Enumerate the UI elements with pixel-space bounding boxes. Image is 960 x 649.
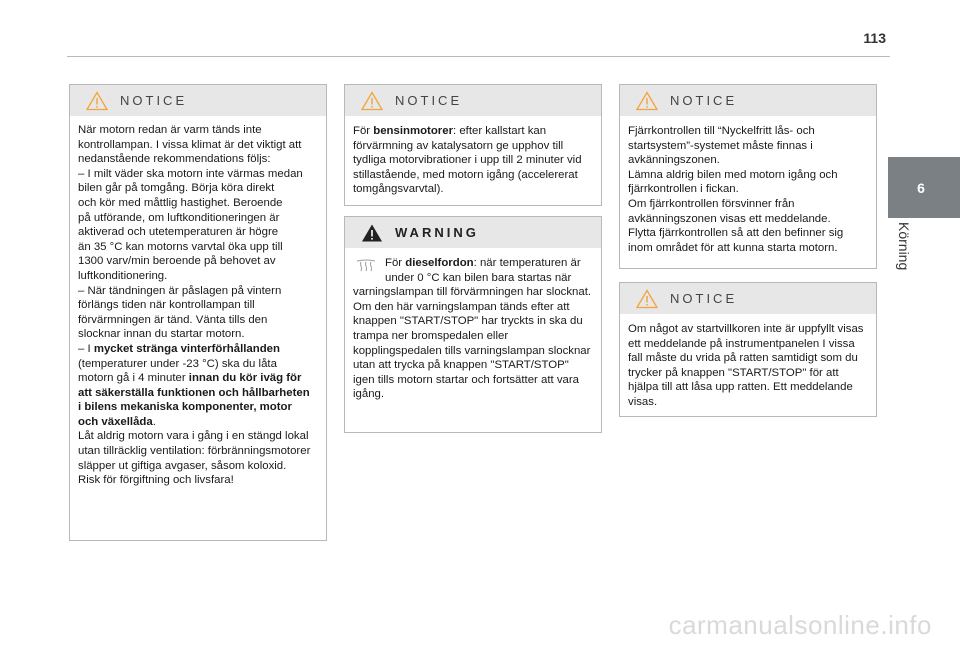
chapter-title: Körning <box>896 222 912 271</box>
notice-line: utan tillräcklig ventilation: förbränningsmotorer <box>78 445 311 458</box>
header-divider <box>67 56 890 57</box>
notice-line: förlängs tiden när kontrollampan till <box>78 299 255 312</box>
warning-triangle-icon <box>86 91 108 111</box>
warning-header <box>345 217 601 248</box>
notice-box-warm-engine <box>69 84 327 541</box>
warning-text: För <box>385 257 406 269</box>
notice-paragraph <box>353 124 593 197</box>
notice-paragraph: Om något av startvillkoren inte är uppfyllt visas ett meddelande på instrumentpanelen I vissa fall måste du vrida på ratten samtidigt som du trycker på knappen "START/STOP" för att hjälpa till att låsa upp ratten. Ett meddelande visas. <box>628 323 864 408</box>
notice-line: slocknar innan du startar motorn. <box>78 328 245 341</box>
notice-header <box>620 283 876 314</box>
notice-text: – I <box>78 342 94 355</box>
chapter-number: 6 <box>917 179 925 196</box>
warning-triangle-icon <box>636 289 658 309</box>
notice-line: 1300 varv/min beroende på behovet av <box>78 255 276 268</box>
notice-line: på utförande, om luftkonditioneringen är <box>78 211 280 224</box>
notice-line: och kör med måttlig hastighet. Beroende <box>78 196 283 209</box>
glow-plug-icon <box>355 259 377 273</box>
notice-line: luftkonditionering. <box>78 269 168 282</box>
notice-paragraph: Lämna aldrig bilen med motorn igång och fjärrkontrollen i fickan. <box>628 168 838 196</box>
notice-title: NOTICE <box>670 291 738 306</box>
warning-paragraph: Om den här varningslampan tänds efter att knappen "START/STOP" har tryckts in ska du trampa ner bromspedalen eller kopplingspedalen tills varningslampan slocknar utan att trycka på knappen "START/STOP" igen tills motorn startar och fortsätter att vara igång. <box>353 300 591 401</box>
warning-box-diesel <box>344 216 602 433</box>
warning-title: WARNING <box>395 225 479 240</box>
notice-title: NOTICE <box>120 93 188 108</box>
notice-paragraph: Fjärrkontrollen till “Nyckelfritt lås- och startsystem”-systemet måste finnas i avkänningszonen. <box>628 125 815 167</box>
warning-triangle-icon <box>361 223 383 243</box>
warning-text: : när temperaturen är under 0 °C kan bilen bara startas när varningslampan till förvärmningen har slocknat. <box>353 257 592 299</box>
notice-paragraph: Om fjärrkontrollen försvinner från avkänningszonen visas ett meddelande. <box>628 197 831 225</box>
warning-bold: dieselfordon <box>405 257 474 269</box>
notice-text: (temperaturer under -23 °C) ska du låta motorn gå i 4 minuter <box>78 357 277 385</box>
notice-paragraph: Flytta fjärrkontrollen så att den befinner sig inom området för att kunna starta motorn. <box>628 227 844 254</box>
warning-triangle-icon <box>361 91 383 111</box>
notice-line: än 35 °C kan motorns varvtal öka upp till <box>78 240 283 253</box>
watermark: carmanualsonline.info <box>668 610 932 640</box>
notice-line: förvärmningen är tänd. Vänta tills den <box>78 313 268 326</box>
notice-title: NOTICE <box>395 93 463 108</box>
notice-box-keyless <box>619 84 877 269</box>
notice-line: aktiverad och utetemperaturen är högre <box>78 226 279 239</box>
notice-line: Låt aldrig motorn vara i gång i en stängd lokal <box>78 430 309 443</box>
notice-line: nedanstående rekommendations följs: <box>78 153 271 166</box>
notice-bold: mycket stränga vinterförhållanden <box>93 342 280 355</box>
page-number: 113 <box>863 30 886 46</box>
notice-line: Risk för förgiftning och livsfara! <box>78 474 234 487</box>
notice-text: : efter kallstart kan förvärmning av katalysatorn ge upphov till tydliga motorvibrationer i upp till 2 minuter vid stillastående, med motorn igång (accelererat tomgångsvarvtal). <box>353 125 582 196</box>
notice-bold: innan du kör iväg för att säkerställa funktionen och hållbarheten i bilens mekaniska komponenter, motor och växellåda <box>78 372 310 428</box>
notice-text: För <box>353 125 374 137</box>
notice-line: – När tändningen är påslagen på vintern <box>78 284 282 297</box>
notice-header <box>345 85 601 116</box>
notice-header <box>70 85 326 116</box>
warning-triangle-icon <box>636 91 658 111</box>
notice-line: släpper ut giftiga avgaser, såsom koloxid. <box>78 459 287 472</box>
notice-title: NOTICE <box>670 93 738 108</box>
notice-box-petrol <box>344 84 602 206</box>
notice-line: bilen går på tomgång. Börja köra direkt <box>78 182 275 195</box>
notice-line: kontrollampan. I vissa klimat är det viktigt att <box>78 138 302 151</box>
warning-paragraph <box>353 256 593 300</box>
notice-text: . <box>152 415 156 428</box>
notice-box-start-conditions <box>619 282 877 417</box>
notice-header <box>620 85 876 116</box>
chapter-tab[interactable] <box>888 157 960 218</box>
notice-paragraph <box>78 342 314 430</box>
notice-bold: bensinmotorer <box>373 125 454 137</box>
notice-line: När motorn redan är varm tänds inte <box>78 124 262 136</box>
notice-line: – I milt väder ska motorn inte värmas medan <box>78 167 303 180</box>
